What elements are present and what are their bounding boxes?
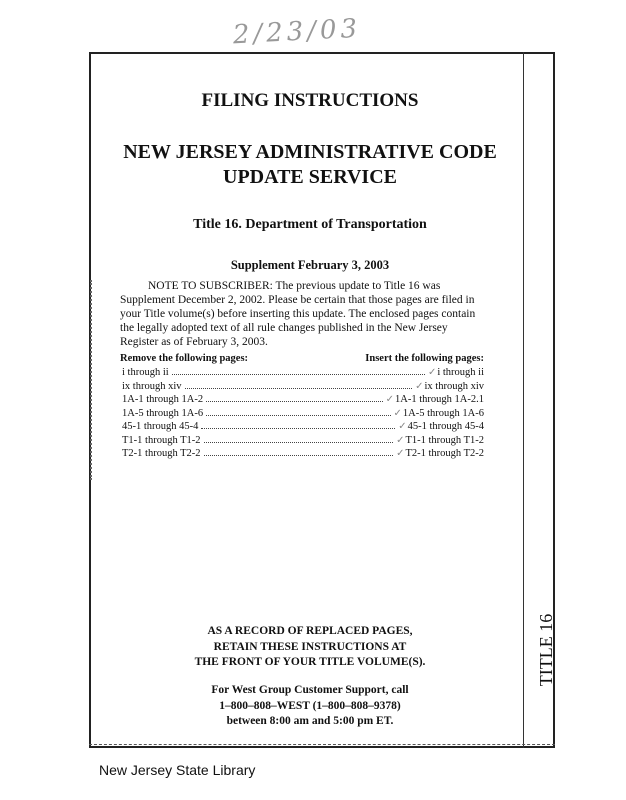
check-mark-icon: ✓ bbox=[427, 367, 437, 378]
code-title bbox=[95, 140, 525, 190]
check-mark-icon: ✓ bbox=[385, 394, 395, 405]
table-row bbox=[118, 448, 484, 462]
remove-header: Remove the following pages: bbox=[120, 353, 249, 364]
check-mark-icon: ✓ bbox=[415, 380, 424, 392]
spine-title-label: TITLE 16 bbox=[536, 613, 556, 687]
support-line-2: 1–800–808–WEST (1–800–808–9378) bbox=[219, 699, 401, 712]
code-title-line-2: UPDATE SERVICE bbox=[223, 166, 397, 188]
retain-line-1: AS A RECORD OF REPLACED PAGES, bbox=[207, 625, 413, 637]
support-line-1: For West Group Customer Support, call bbox=[211, 684, 409, 696]
remove-pages: ix through xiv bbox=[122, 380, 182, 392]
table-row bbox=[118, 435, 484, 449]
insert-header: Insert the following pages: bbox=[365, 353, 484, 364]
check-mark-icon: ✓ bbox=[396, 434, 405, 446]
page-title: FILING INSTRUCTIONS bbox=[201, 90, 419, 111]
note-line-3: your Title volume(s) before inserting this update. The enclosed pages contain bbox=[120, 308, 476, 320]
insert-pages: 1A-1 through 1A-2.1 bbox=[395, 394, 484, 405]
insert-pages: i through ii bbox=[437, 367, 484, 378]
support-line-3: between 8:00 am and 5:00 pm ET. bbox=[226, 715, 394, 727]
leader-dots bbox=[204, 441, 394, 443]
insert-pages: T1-1 through T1-2 bbox=[405, 434, 484, 446]
check-mark-icon: ✓ bbox=[398, 421, 407, 432]
leader-dots bbox=[206, 400, 383, 402]
remove-pages: T2-1 through T2-2 bbox=[122, 448, 201, 459]
handwritten-date: 2/23/03 bbox=[232, 13, 362, 51]
note-line-2: Supplement December 2, 2002. Please be certain that those pages are filed in bbox=[120, 294, 475, 306]
remove-pages: T1-1 through T1-2 bbox=[122, 434, 201, 446]
remove-pages: 1A-1 through 1A-2 bbox=[122, 394, 204, 405]
pages-table-header bbox=[120, 353, 484, 364]
table-row bbox=[118, 367, 484, 381]
table-row bbox=[118, 394, 484, 408]
binder-holes-marks bbox=[90, 280, 96, 480]
remove-pages: i through ii bbox=[122, 367, 169, 378]
bottom-rule bbox=[89, 744, 555, 745]
leader-dots bbox=[201, 427, 395, 429]
table-row bbox=[118, 381, 484, 395]
note-line-1: NOTE TO SUBSCRIBER: The previous update to Title 16 was bbox=[148, 280, 441, 292]
check-mark-icon: ✓ bbox=[393, 407, 402, 419]
subscriber-note bbox=[120, 279, 484, 349]
supplement-date: Supplement February 3, 2003 bbox=[230, 258, 390, 272]
retain-line-2: RETAIN THESE INSTRUCTIONS AT bbox=[213, 640, 407, 653]
remove-pages: 45-1 through 45-4 bbox=[122, 421, 199, 432]
check-mark-icon: ✓ bbox=[396, 448, 405, 459]
customer-support-info bbox=[95, 683, 525, 730]
leader-dots bbox=[206, 414, 390, 416]
note-line-5: Register as of February 3, 2003. bbox=[120, 336, 268, 348]
department-title: Title 16. Department of Transportation bbox=[193, 217, 427, 232]
table-row bbox=[118, 421, 484, 435]
table-row bbox=[118, 408, 484, 422]
retain-line-3: THE FRONT OF YOUR TITLE VOLUME(S). bbox=[194, 656, 426, 668]
library-stamp: New Jersey State Library bbox=[99, 762, 256, 778]
remove-pages: 1A-5 through 1A-6 bbox=[122, 407, 204, 419]
insert-pages: T2-1 through T2-2 bbox=[405, 448, 484, 459]
insert-pages: 1A-5 through 1A-6 bbox=[402, 407, 484, 419]
leader-dots bbox=[172, 373, 425, 375]
code-title-line-1: NEW JERSEY ADMINISTRATIVE CODE bbox=[123, 141, 497, 163]
insert-pages: 45-1 through 45-4 bbox=[407, 421, 484, 432]
insert-pages: ix through xiv bbox=[424, 380, 484, 392]
note-line-4: the legally adopted text of all rule changes published in the New Jersey bbox=[120, 322, 448, 334]
pages-table bbox=[118, 367, 484, 462]
leader-dots bbox=[204, 454, 394, 456]
leader-dots bbox=[185, 387, 413, 389]
retain-instructions bbox=[95, 624, 525, 671]
